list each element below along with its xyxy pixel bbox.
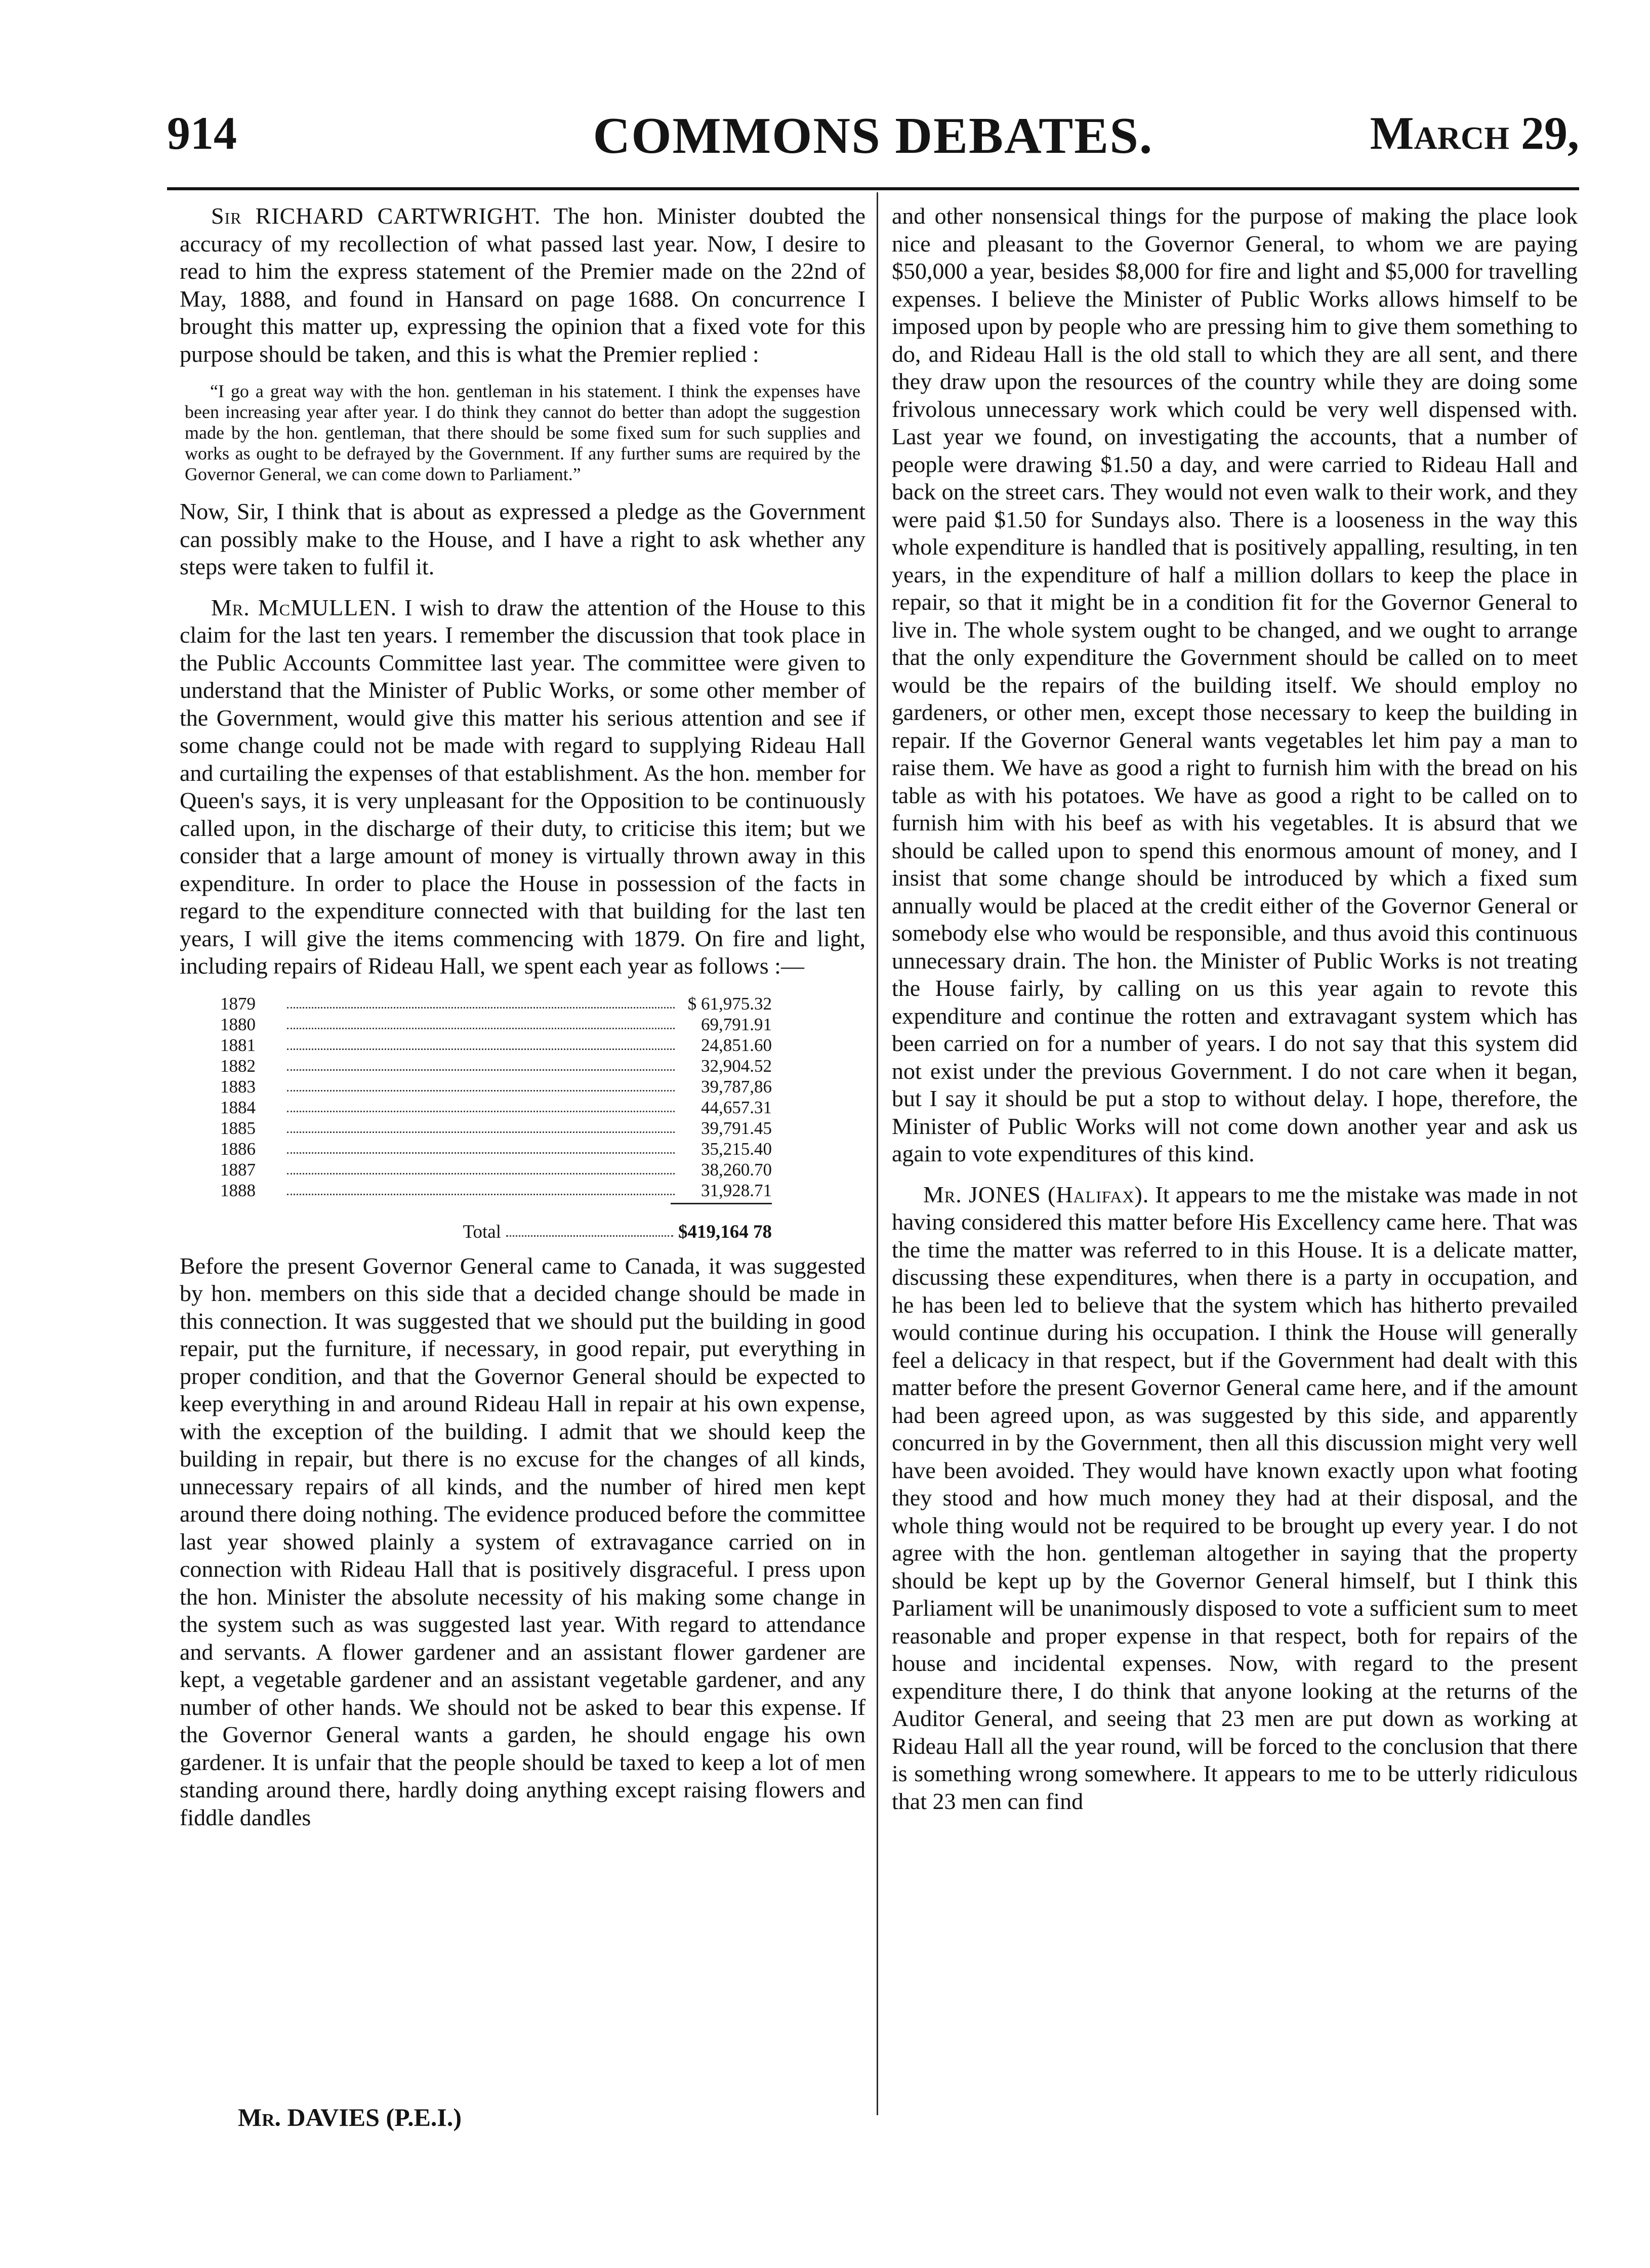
page-header: [167, 106, 1579, 182]
page-number: 914: [167, 107, 237, 159]
leader-dots: [287, 1076, 675, 1091]
year-cell: 1881: [220, 1035, 256, 1055]
right-column: [892, 202, 1578, 1828]
year-cell: 1883: [220, 1076, 256, 1097]
total-rule: [671, 1203, 772, 1204]
paragraph-cartwright: [180, 202, 865, 368]
quote-text: “I go a great way with the hon. gentleman in his statement. I think the expenses have been increasing year after year. I do think they cannot do better than adopt the suggestion made by the hon. gentleman, that there should be some fixed sum for such supplies and works as ought to be defrayed by the Government. If any further sums are required by the Governor General, we can come down to Parliament.”: [185, 381, 860, 484]
year-cell: 1886: [220, 1139, 256, 1159]
year-cell: 1888: [220, 1180, 256, 1200]
leader-dots: [287, 1139, 675, 1154]
paragraph-mcmullen: [180, 594, 865, 980]
total-label: Total: [463, 1221, 501, 1242]
year-cell: 1887: [220, 1159, 256, 1180]
leader-dots: [287, 1118, 675, 1133]
amount-cell: 44,657.31: [701, 1097, 772, 1117]
leader-dots: [287, 1180, 675, 1195]
leader-dots: [287, 1056, 675, 1071]
paragraph-jones: [892, 1181, 1578, 1816]
table-row: [220, 993, 772, 1014]
column-divider: [877, 192, 878, 2115]
year-cell: 1884: [220, 1097, 256, 1117]
amount-cell: 24,851.60: [701, 1035, 772, 1055]
page-date: March 29,: [1370, 107, 1579, 159]
year-cell: 1885: [220, 1118, 256, 1138]
table-row: [220, 1118, 772, 1139]
leader-dots: [287, 1097, 675, 1112]
table-row: [220, 1139, 772, 1159]
speaker-name: Sir RICHARD CARTWRIGHT.: [211, 203, 541, 229]
amount-cell: $ 61,975.32: [687, 993, 772, 1014]
left-column: [180, 202, 865, 1844]
table-row: [220, 1159, 772, 1180]
speaker-name: Mr. JONES (Halifax).: [923, 1181, 1149, 1207]
table-row: [220, 1097, 772, 1118]
speech-text: I wish to draw the attention of the House to this claim for the last ten years. I remember the discussion that took place in the Public Accounts Committee last year. The committee were given to understand that the Minister of Public Works, or some other member of the Government, would give this matter his serious attention and see if some change could not be made with regard to supplying Rideau Hall and curtailing the expenses of that establishment. As the hon. member for Queen's says, it is very unpleasant for the Opposition to be continuously called upon, in the discharge of their duty, to criticise this item; but we consider that a large amount of money is virtually thrown away in this expenditure. In order to place the House in possession of the facts in regard to the expenditure connected with that building for the last ten years, I will give the items commencing with 1879. On fire and light, including repairs of Rideau Hall, we spent each year as follows :—: [180, 594, 865, 979]
amount-cell: 39,787,86: [701, 1076, 772, 1097]
page-title: COMMONS DEBATES.: [593, 107, 1153, 164]
paragraph-continuation: and other nonsensical things for the purpose of making the place look nice and pleasant to the Governor General, to whom we are paying $50,000 a year, besides $8,000 for fire and light and $5,000 for travelling expenses. I believe the Minister of Public Works allows himself to be imposed upon by people who are pressing him to give them something to do, and Rideau Hall is the old stall to which they are all sent, and there they draw upon the resources of the country while they are doing some frivolous unnecessary work which could be very well dispensed with. Last year we found, on investigating the accounts, that a number of people were drawing $1.50 a day, and were carried to Rideau Hall and back on the street cars. They would not even walk to their work, and they were paid $1.50 for Sundays also. There is a looseness in the way this whole expenditure is handled that is positively appalling, resulting, in ten years, in the expenditure of half a million dollars to keep the place in repair, so that it might be in a condition fit for the Governor General to live in. The whole system ought to be changed, and we ought to arrange that the only expenditure the Government should be called on to meet would be the repairs of the building itself. We should employ no gardeners, or other men, except those necessary to keep the building in repair. If the Governor General wants vegetables let him pay a man to raise them. We have as good a right to furnish him with the bread on his table as with his potatoes. We have as good a right to be called on to furnish him with his beef as with his vegetables. It is absurd that we should be called upon to spend this enormous amount of money, and I insist that some change should be introduced by which a fixed sum annually would be placed at the credit either of the Governor General or somebody else who would be responsible, and thus avoid this continuous unnecessary drain. The hon. the Minister of Public Works is not treating the House fairly, by calling on us this year again to revote this expenditure and continue the rotten and extravagant system which has been carried on for a number of years. I do not say that this system did not exist under the previous Government. I do not care when it began, but I say it should be put a stop to without delay. I hope, therefore, the Minister of Public Works will not come down another year and ask us again to vote expenditures of this kind.: [892, 203, 1578, 1166]
table-row: [220, 1076, 772, 1097]
table-total-row: [220, 1222, 772, 1242]
leader-dots: [506, 1222, 673, 1237]
table-row: [220, 1014, 772, 1035]
speech-text: The hon. Minister doubted the accuracy of my recollection of what passed last year. Now, I desire to read to him the express statement of the Premier made on the 22nd of May, 1888, and found in Hansard on page 1688. On concurrence I brought this matter up, expressing the opinion that a fixed vote for this purpose should be taken, and this is what the Premier replied :: [180, 203, 865, 367]
year-cell: 1882: [220, 1056, 256, 1076]
leader-dots: [287, 1014, 675, 1029]
leader-dots: [287, 993, 675, 1009]
table-row: [220, 1180, 772, 1201]
table-row: [220, 1035, 772, 1056]
amount-cell: 69,791.91: [701, 1014, 772, 1034]
year-cell: 1880: [220, 1014, 256, 1034]
speaker-name: Mr. McMULLEN.: [211, 594, 397, 620]
amount-cell: 31,928.71: [701, 1180, 772, 1200]
hansard-quote: [180, 381, 865, 485]
amount-cell: 32,904.52: [701, 1056, 772, 1076]
amount-cell: 38,260.70: [701, 1159, 772, 1180]
leader-dots: [287, 1035, 675, 1050]
amount-cell: 35,215.40: [701, 1139, 772, 1159]
table-row: [220, 1056, 772, 1076]
speech-text: It appears to me the mistake was made in not having considered this matter before His Excellency came here. That was the time the matter was referred to in this House. It is a delicate matter, discussing these expenditures, when there is a party in occupation, and he has been led to believe that the system which has hitherto prevailed would continue during his occupation. I think the House will generally feel a delicacy in that respect, but if the Government had dealt with this matter before the present Governor General came here, and if the amount had been agreed upon, as was suggested by this side, and apparently concurred in by the Government, then all this discussion might very well have been avoided. They would have known exactly upon what footing they stood and how much money they had at their disposal, and the whole thing would not be required to be brought up every year. I do not agree with the hon. gentleman altogether in saying that the property should be kept up by the Governor General himself, but I think this Parliament will be unanimously disposed to vote a sufficient sum to meet reasonable and proper expense in that respect, both for repairs of the house and incidental expenses. Now, with regard to the present expenditure there, I do think that anyone looking at the returns of the Auditor General, and seeing that 23 men are put down as working at Rideau Hall all the year round, will be forced to the conclusion that there is something wrong somewhere. It appears to me to be utterly ridiculous that 23 men can find: [892, 1181, 1578, 1814]
total-amount: $419,164 78: [678, 1221, 772, 1242]
amount-cell: 39,791.45: [701, 1118, 772, 1138]
year-cell: 1879: [220, 993, 256, 1014]
paragraph-pledge: Now, Sir, I think that is about as expressed a pledge as the Government can possibly make to the House, and I have a right to ask whether any steps were taken to fulfil it.: [180, 498, 865, 579]
leader-dots: [287, 1159, 675, 1174]
paragraph-governor-general: Before the present Governor General came to Canada, it was suggested by hon. members on this side that a decided change should be made in this connection. It was suggested that we should put the building in good repair, put the furniture, if necessary, in good repair, put everything in proper condition, and that the Governor General should be expected to keep everything in and around Rideau Hall in repair at his own expense, with the exception of the building. I admit that we should keep the building in repair, but there is no excuse for the changes of all kinds, unnecessary repairs of all kinds, and the number of hired men kept around there doing nothing. The evidence produced before the committee last year showed plainly a system of extravagance carried on in connection with Rideau Hall that is positively disgraceful. I press upon the hon. Minister the absolute necessity of his making some change in the system such as was suggested last year. With regard to attendance and servants. A flower gardener and an assistant flower gardener are kept, a vegetable gardener and an assistant vegetable gardener, and any number of other hands. We should not be asked to bear this expense. If the Governor General wants a garden, he should engage his own gardener. It is unfair that the people should be taxed to keep a lot of men standing around there, hardly doing anything except raising flowers and fiddle dandles: [180, 1252, 865, 1830]
catchword-footer: Mr. DAVIES (P.E.I.): [238, 2103, 462, 2131]
expenditure-table: [180, 993, 772, 1242]
header-rule: [167, 187, 1579, 190]
